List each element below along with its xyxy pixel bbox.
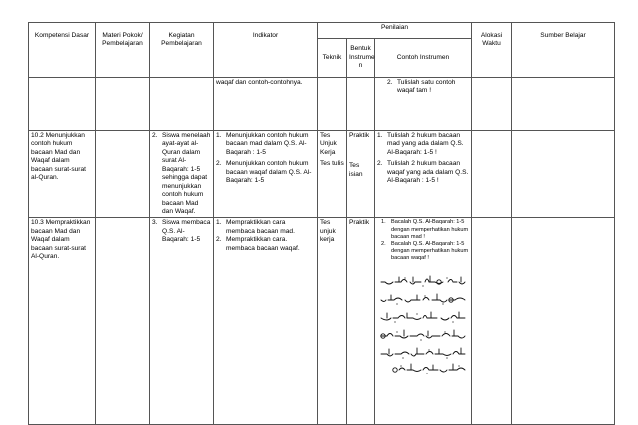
bentuk-text: Praktik bbox=[349, 132, 370, 139]
list-number: 2. bbox=[216, 236, 222, 244]
kegiatan-cell bbox=[150, 131, 214, 218]
contoh-cell bbox=[375, 218, 472, 425]
bentuk-text: Praktik bbox=[349, 219, 370, 227]
contoh-number: 2. bbox=[387, 79, 393, 86]
teknik-cell bbox=[318, 131, 347, 218]
contoh-text: Tulislah satu contoh waqaf tam ! bbox=[397, 79, 456, 95]
indikator-cell bbox=[214, 78, 318, 131]
header-kegiatan: Kegiatan Pembelajaran bbox=[150, 23, 214, 78]
bentuk-cell bbox=[347, 218, 375, 425]
header-kompetensi: Kompetensi Dasar bbox=[29, 23, 96, 78]
list-item: Menunjukkan contoh hukum bacaan mad dalam Q.S. Al-Baqarah : 1-5 bbox=[226, 132, 309, 156]
teknik-cell bbox=[318, 218, 347, 425]
header-alokasi: Alokasi Waktu bbox=[472, 23, 512, 78]
header-penilaian: Penilaian bbox=[318, 23, 472, 39]
bentuk-text: Tes isian bbox=[349, 162, 363, 178]
list-item: Tulislah 2 hukum bacaan waqaf yang ada dalam Q.S. Al-Baqarah : 1-5 ! bbox=[387, 160, 469, 185]
list-item: Menunjukkan contoh hukum bacaan waqaf dalam Q.S. Al-Baqarah: 1-5 bbox=[226, 160, 312, 185]
teknik-text: Tes unjuk kerja bbox=[320, 219, 336, 244]
list-item: Mempraktikkan cara. membaca bacaan waqaf. bbox=[226, 236, 300, 252]
list-number: 1. bbox=[377, 132, 383, 139]
list-item: Bacalah Q.S. Al-Baqarah: 1-5 dengan memperhatikan hukum bacaan waqaf ! bbox=[391, 240, 469, 262]
list-item: Bacalah Q.S. Al-Baqarah: 1-5 dengan memperhatikan hukum bacaan mad ! bbox=[391, 219, 469, 240]
list-number: 2. bbox=[381, 240, 386, 247]
indikator-cell bbox=[214, 131, 318, 218]
header-teknik: Teknik bbox=[318, 38, 347, 77]
table-row bbox=[29, 218, 615, 425]
kegiatan-number: 2. bbox=[152, 132, 158, 139]
header-contoh: Contoh Instrumen bbox=[375, 38, 472, 77]
arabic-calligraphy-image bbox=[377, 274, 469, 374]
list-number: 1. bbox=[216, 219, 222, 227]
kd-text: 10.3 Mempraktikkan bacaan Mad dan Waqaf dalam bacaan surat-surat Al-Quran. bbox=[31, 219, 91, 261]
kegiatan-text: Siswa membaca Q.S. Al-Baqarah: 1-5 bbox=[162, 219, 211, 244]
header-materi: Materi Pokok/ Pembelajaran bbox=[96, 23, 150, 78]
header-sumber: Sumber Belajar bbox=[512, 23, 615, 78]
indikator-text: waqaf dan contoh-contohnya. bbox=[216, 79, 303, 86]
contoh-cell bbox=[375, 131, 472, 218]
quran-verses-image bbox=[377, 274, 469, 374]
header-bentuk: Bentuk Instrume n bbox=[347, 38, 375, 77]
contoh-cell bbox=[375, 78, 472, 131]
list-number: 1. bbox=[381, 219, 386, 226]
list-number: 2. bbox=[377, 160, 383, 168]
silabus-table bbox=[28, 22, 615, 425]
kd-cell bbox=[29, 131, 96, 218]
kegiatan-number: 3. bbox=[152, 219, 158, 227]
kd-cell bbox=[29, 218, 96, 425]
list-item: Mempraktikkan cara membaca bacaan mad. bbox=[226, 219, 295, 235]
indikator-cell bbox=[214, 218, 318, 425]
table-row bbox=[29, 78, 615, 131]
teknik-text: Tes Unjuk Kerja bbox=[320, 132, 337, 156]
list-item: Tulislah 2 hukum bacaan mad yang ada dalam Q.S. Al-Baqarah: 1-5 ! bbox=[387, 132, 464, 156]
kd-text: 10.2 Menunjukkan contoh hukum bacaan Mad dan Waqaf dalam bacaan surat-surat al-Quran. bbox=[31, 132, 86, 182]
teknik-text: Tes tulis bbox=[320, 160, 344, 168]
kegiatan-text: Siswa menelaah ayat-ayat al-Quran dalam surat Al-Baqarah: 1-5 sehingga dapat menunjukkan contoh hukum bacaan Mad dan Waqaf. bbox=[162, 132, 211, 215]
header-indikator: Indikator bbox=[214, 23, 318, 78]
list-number: 1. bbox=[216, 132, 222, 139]
kegiatan-cell bbox=[150, 218, 214, 425]
table-row bbox=[29, 131, 615, 218]
bentuk-cell bbox=[347, 131, 375, 218]
list-number: 2. bbox=[216, 160, 222, 168]
